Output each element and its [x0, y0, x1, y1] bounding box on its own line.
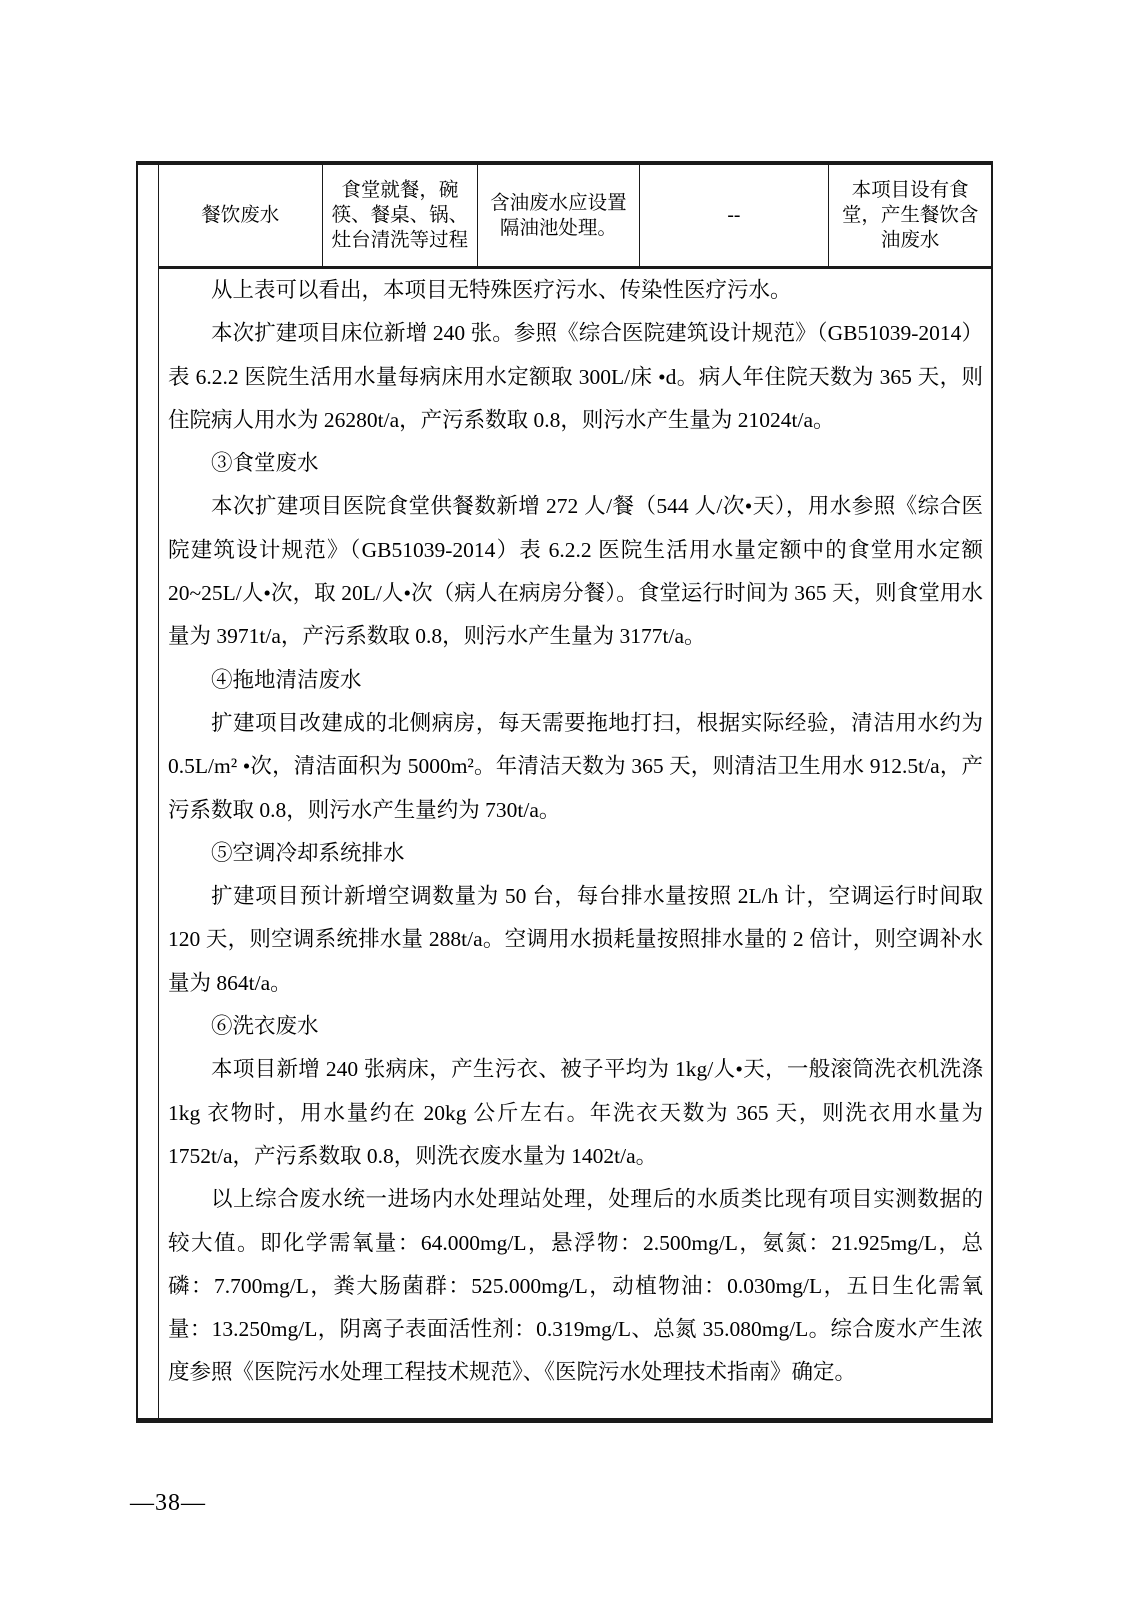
heading-laundry-wastewater: ⑥洗衣废水	[211, 1014, 319, 1039]
page-number: —38—	[130, 1490, 206, 1516]
para-ac-water-use: 扩建项目预计新增空调数量为 50 台，每台排水量按照 2L/h 计，空调运行时间取 120 天，则空调系统排水量 288t/a。空调用水损耗量按照排水量的 2 倍计，则空调补水量为 864t/a。	[168, 884, 983, 995]
heading-ac-cooling-drainage: ⑤空调冷却系统排水	[211, 840, 405, 865]
form-left-gutter	[138, 165, 159, 1418]
para-mopping-water-use: 扩建项目改建成的北侧病房，每天需要拖地打扫，根据实际经验，清洁用水约为 0.5L/m² •次，清洁面积为 5000m²。年清洁天数为 365 天，则清洁卫生用水 912.5t/a，产污系数取 0.8，则污水产生量约为 730t/a。	[168, 710, 983, 822]
body-text	[159, 269, 991, 1418]
cell-remark: 本项目设有食堂，产生餐饮含油废水	[829, 165, 991, 268]
heading-mopping-wastewater: ④拖地清洁废水	[211, 667, 362, 692]
eia-form-section	[136, 161, 993, 1423]
para-canteen-water-use: 本次扩建项目医院食堂供餐数新增 272 人/餐（544 人/次•天），用水参照《综合医院建筑设计规范》（GB51039-2014）表 6.2.2 医院生活用水量定额中的食堂用水定额 20~25L/人•次，取 20L/人•次（病人在病房分餐）。食堂运行时间为 365 天，则食堂用水量为 3971t/a，产污系数取 0.8，则污水产生量为 3177t/a。	[168, 494, 983, 649]
cell-treatment-measure: 含油废水应设置隔油池处理。	[478, 165, 639, 268]
cell-wastewater-type: 餐饮废水	[201, 205, 280, 226]
para-laundry-water-use: 本项目新增 240 张病床，产生污衣、被子平均为 1kg/人•天，一般滚筒洗衣机洗涤 1kg 衣物时，用水量约在 20kg 公斤左右。年洗衣天数为 365 天，则洗衣用水量为 1752t/a，产污系数取 0.8，则洗衣废水量为 1402t/a。	[168, 1057, 983, 1168]
cell-generation-process: 食堂就餐，碗筷、餐桌、锅、灶台清洗等过程	[322, 165, 478, 268]
heading-canteen-wastewater: ③食堂废水	[211, 451, 319, 476]
cell-standard: --	[639, 165, 829, 268]
wastewater-measures-table	[159, 165, 991, 269]
para-combined-wastewater-quality: 以上综合废水统一进场内水处理站处理，处理后的水质类比现有项目实测数据的较大值。即化学需氧量：64.000mg/L，悬浮物：2.500mg/L，氨氮：21.925mg/L，总磷：7.700mg/L，粪大肠菌群：525.000mg/L，动植物油：0.030mg/L，五日生化需氧量：13.250mg/L，阴离子表面活性剂：0.319mg/L、总氮 35.080mg/L。综合废水产生浓度参照《医院污水处理工程技术规范》、《医院污水处理技术指南》确定。	[168, 1187, 983, 1385]
table-row-canteen-wastewater	[159, 165, 991, 268]
form-main-cell	[159, 165, 991, 1418]
para-no-special-medical-sewage: 从上表可以看出，本项目无特殊医疗污水、传染性医疗污水。	[211, 278, 792, 302]
para-inpatient-water-use: 本次扩建项目床位新增 240 张。参照《综合医院建筑设计规范》（GB51039-2014）表 6.2.2 医院生活用水量每病床用水定额取 300L/床 •d。病人年住院天数为 365 天，则住院病人用水为 26280t/a，产污系数取 0.8，则污水产生量为 21024t/a。	[168, 321, 983, 432]
